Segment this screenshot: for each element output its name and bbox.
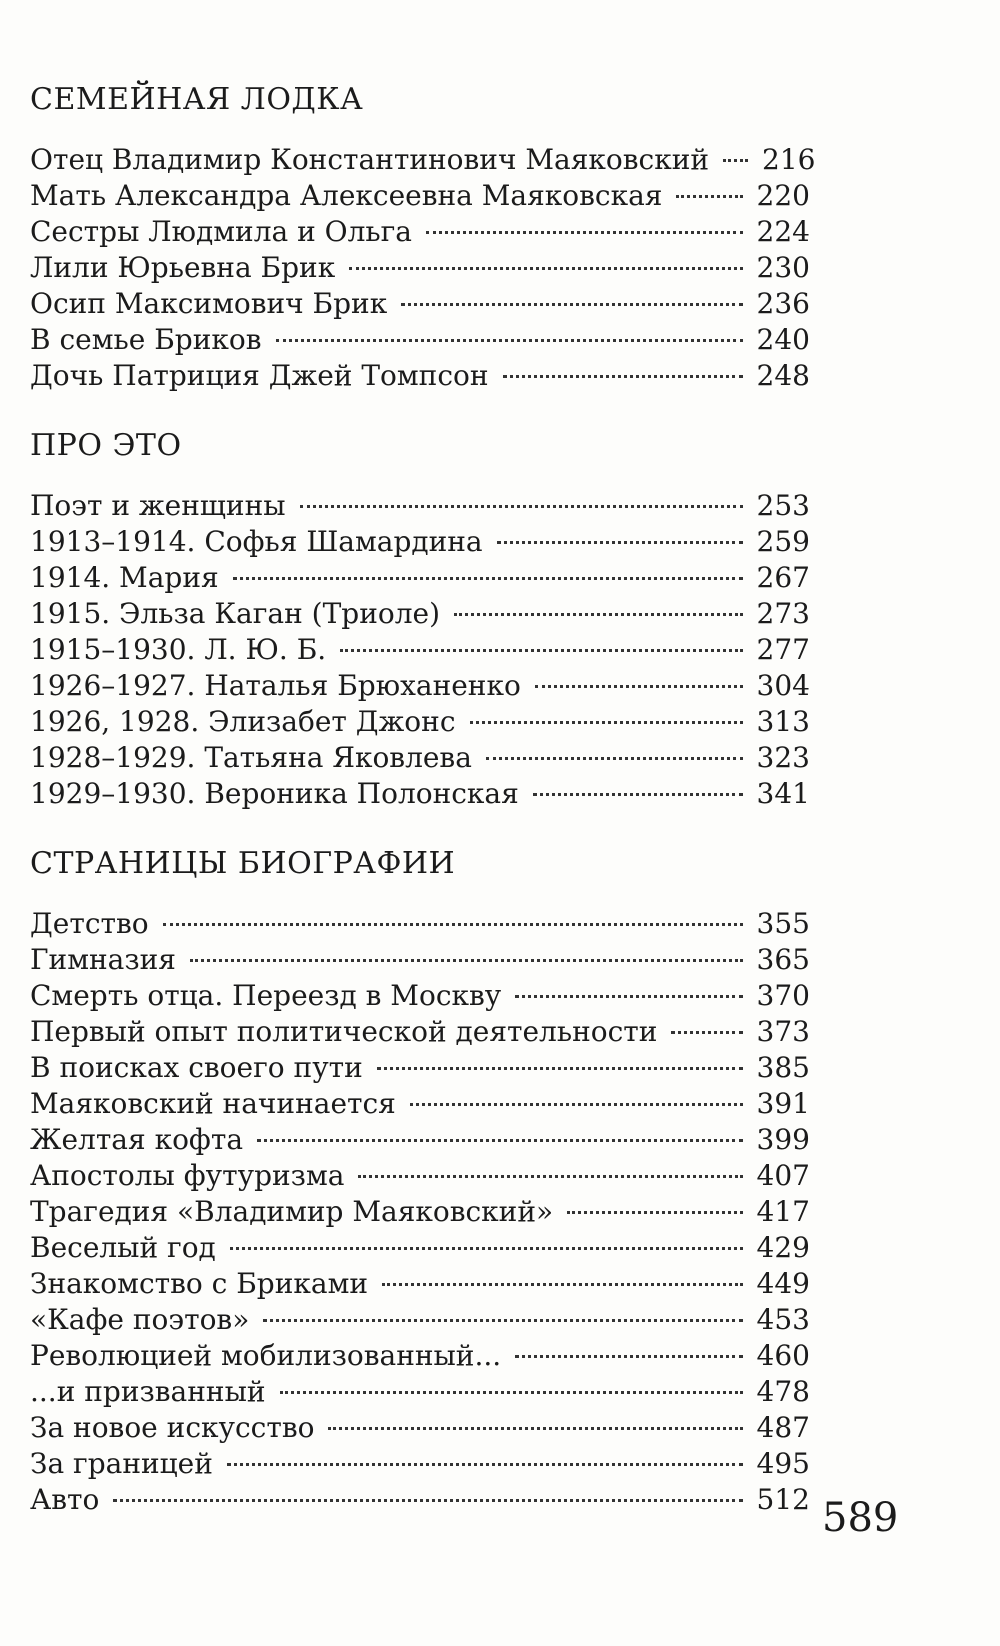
dot-leader [377, 1067, 743, 1070]
toc-entry [30, 596, 810, 632]
toc-entry-page: 512 [756, 1483, 810, 1516]
dot-leader [515, 1355, 742, 1358]
toc-list [30, 488, 810, 812]
toc-entry [30, 740, 810, 776]
toc-entry [30, 1086, 810, 1122]
dot-leader [227, 1463, 743, 1466]
toc-entry-title: 1926, 1928. Элизабет Джонс [30, 705, 456, 738]
toc-entry [30, 1266, 810, 1302]
toc-entry-page: 224 [756, 215, 810, 248]
section-title: ПРО ЭТО [30, 428, 182, 463]
toc-entry [30, 1374, 810, 1410]
toc-entry-page: 230 [756, 251, 810, 284]
dot-leader [230, 1247, 743, 1250]
toc-entry [30, 1302, 810, 1338]
dot-leader [470, 721, 743, 724]
toc-list [30, 906, 810, 1518]
toc-entry-page: 370 [756, 979, 810, 1012]
toc-entry-page: 341 [756, 777, 810, 810]
dot-leader [358, 1175, 742, 1178]
toc-entry-page: 259 [756, 525, 810, 558]
toc-entry [30, 1482, 810, 1518]
dot-leader [163, 923, 743, 926]
toc-section-family-boat [30, 82, 816, 394]
dot-leader [257, 1139, 743, 1142]
toc-entry-page: 460 [756, 1339, 810, 1372]
dot-leader [671, 1031, 742, 1034]
dot-leader [328, 1427, 742, 1430]
toc-entry-page: 453 [756, 1303, 810, 1336]
toc-entry-title: Смерть отца. Переезд в Москву [30, 979, 502, 1012]
toc-entry [30, 1338, 810, 1374]
toc-entry-title: Авто [30, 1483, 100, 1516]
toc-entry-page: 273 [756, 597, 810, 630]
dot-leader [426, 231, 743, 234]
toc-entry-title: Лили Юрьевна Брик [30, 251, 336, 284]
toc-entry-title: Мать Александра Алексеевна Маяковская [30, 179, 663, 212]
toc-entry [30, 1050, 810, 1086]
toc-entry-title: Веселый год [30, 1231, 216, 1264]
toc-entry [30, 142, 816, 178]
toc-entry-page: 220 [756, 179, 810, 212]
toc-entry-title: ...и призванный [30, 1375, 266, 1408]
toc-entry-title: 1913–1914. Софья Шамардина [30, 525, 483, 558]
dot-leader [723, 159, 748, 162]
toc-entry-title: Апостолы футуризма [30, 1159, 345, 1192]
dot-leader [276, 339, 743, 342]
toc-entry-page: 487 [756, 1411, 810, 1444]
toc-entry [30, 1230, 810, 1266]
toc-entry-page: 385 [756, 1051, 810, 1084]
toc-entry-title: В семье Бриков [30, 323, 262, 356]
toc-section-biography-pages [30, 846, 810, 1518]
toc-entry-title: Знакомство с Бриками [30, 1267, 369, 1300]
dot-leader [280, 1391, 743, 1394]
toc-entry [30, 178, 810, 214]
toc-entry-title: 1928–1929. Татьяна Яковлева [30, 741, 472, 774]
dot-leader [410, 1103, 743, 1106]
toc-entry-title: Сестры Людмила и Ольга [30, 215, 412, 248]
toc-entry-page: 216 [762, 143, 816, 176]
dot-leader [676, 195, 742, 198]
toc-entry [30, 942, 810, 978]
toc-entry-title: «Кафе поэтов» [30, 1303, 250, 1336]
toc-entry-page: 399 [756, 1123, 810, 1156]
toc-entry [30, 1158, 810, 1194]
toc-entry-page: 417 [756, 1195, 810, 1228]
toc-entry-page: 277 [756, 633, 810, 666]
dot-leader [113, 1499, 742, 1502]
toc-entry-title: За границей [30, 1447, 213, 1480]
toc-entry [30, 906, 810, 942]
toc-entry [30, 1122, 810, 1158]
toc-entry-title: 1915–1930. Л. Ю. Б. [30, 633, 327, 666]
toc-entry-page: 323 [756, 741, 810, 774]
toc-entry-title: Детство [30, 907, 149, 940]
toc-entry-title: Трагедия «Владимир Маяковский» [30, 1195, 554, 1228]
dot-leader [515, 995, 742, 998]
dot-leader [401, 303, 742, 306]
toc-entry [30, 1410, 810, 1446]
section-title: СТРАНИЦЫ БИОГРАФИИ [30, 846, 456, 881]
toc-entry-title: Первый опыт политической деятельности [30, 1015, 658, 1048]
toc-entry-title: 1929–1930. Вероника Полонская [30, 777, 519, 810]
dot-leader [497, 541, 743, 544]
toc-entry-title: 1926–1927. Наталья Брюханенко [30, 669, 521, 702]
toc-entry-page: 313 [756, 705, 810, 738]
dot-leader [190, 959, 743, 962]
toc-list [30, 142, 816, 394]
toc-entry-page: 429 [756, 1231, 810, 1264]
page-number: 589 [822, 1495, 899, 1541]
toc-entry-title: Революцией мобилизованный... [30, 1339, 502, 1372]
toc-entry [30, 250, 810, 286]
toc-entry-page: 449 [756, 1267, 810, 1300]
toc-entry [30, 1446, 810, 1482]
toc-entry-page: 365 [756, 943, 810, 976]
toc-entry [30, 776, 810, 812]
dot-leader [486, 757, 743, 760]
toc-entry-title: Желтая кофта [30, 1123, 244, 1156]
dot-leader [349, 267, 742, 270]
toc-entry-title: 1914. Мария [30, 561, 219, 594]
toc-entry [30, 322, 810, 358]
toc-entry-title: Отец Владимир Константинович Маяковский [30, 143, 710, 176]
toc-entry-page: 267 [756, 561, 810, 594]
toc-entry-page: 407 [756, 1159, 810, 1192]
toc-section-about-this [30, 428, 810, 812]
toc-entry [30, 704, 810, 740]
dot-leader [533, 793, 743, 796]
dot-leader [263, 1319, 742, 1322]
toc-entry-page: 248 [756, 359, 810, 392]
dot-leader [567, 1211, 742, 1214]
toc-entry [30, 524, 810, 560]
toc-entry-title: Осип Максимович Брик [30, 287, 388, 320]
toc-entry [30, 1194, 810, 1230]
section-title: СЕМЕЙНАЯ ЛОДКА [30, 82, 364, 117]
toc-entry-page: 253 [756, 489, 810, 522]
dot-leader [535, 685, 743, 688]
dot-leader [382, 1283, 743, 1286]
toc-entry [30, 286, 810, 322]
toc-entry [30, 358, 810, 394]
toc-entry-page: 373 [756, 1015, 810, 1048]
toc-entry-title: Дочь Патриция Джей Томпсон [30, 359, 489, 392]
toc-entry-page: 355 [756, 907, 810, 940]
table-of-contents [30, 82, 816, 1552]
dot-leader [233, 577, 743, 580]
toc-entry [30, 214, 810, 250]
toc-entry-page: 495 [756, 1447, 810, 1480]
toc-entry [30, 668, 810, 704]
toc-entry [30, 632, 810, 668]
toc-entry-title: Маяковский начинается [30, 1087, 396, 1120]
toc-entry-title: 1915. Эльза Каган (Триоле) [30, 597, 440, 630]
dot-leader [454, 613, 743, 616]
dot-leader [503, 375, 743, 378]
toc-entry-title: Поэт и женщины [30, 489, 286, 522]
toc-entry [30, 560, 810, 596]
toc-entry-page: 304 [756, 669, 810, 702]
toc-entry-title: Гимназия [30, 943, 176, 976]
toc-entry [30, 488, 810, 524]
toc-entry [30, 978, 810, 1014]
toc-entry-page: 391 [756, 1087, 810, 1120]
toc-entry-page: 478 [756, 1375, 810, 1408]
toc-entry-page: 240 [756, 323, 810, 356]
toc-entry [30, 1014, 810, 1050]
toc-entry-title: За новое искусство [30, 1411, 315, 1444]
dot-leader [340, 649, 742, 652]
toc-entry-title: В поисках своего пути [30, 1051, 363, 1084]
toc-entry-page: 236 [756, 287, 810, 320]
dot-leader [300, 505, 743, 508]
